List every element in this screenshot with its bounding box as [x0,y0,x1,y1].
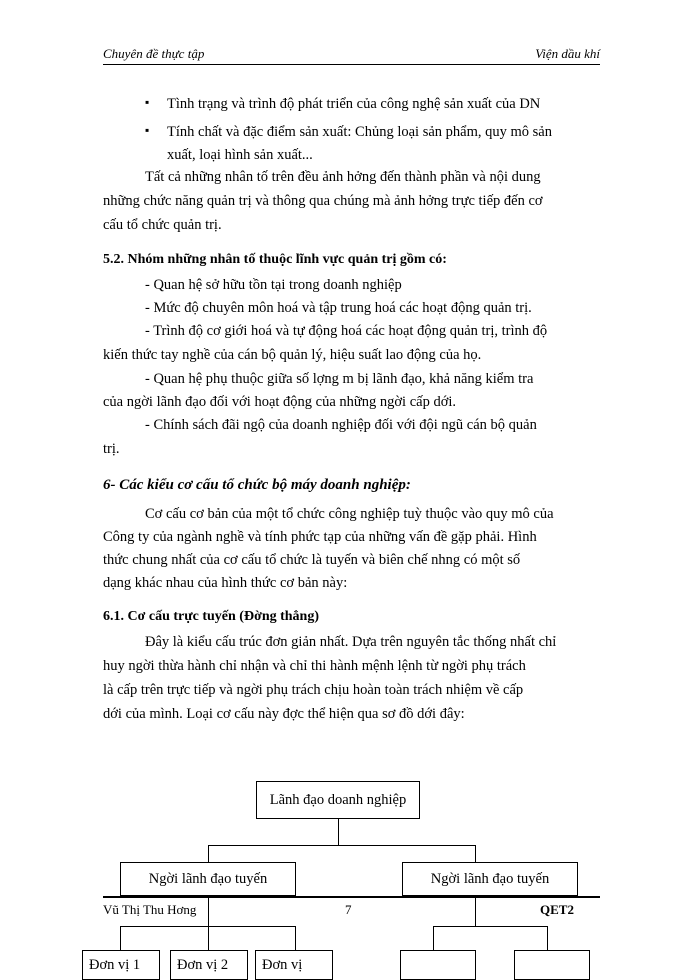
diagram-connector [338,819,339,845]
diagram-connector [433,926,548,927]
diagram-box-unit-2: Đơn vị 2 [170,950,248,980]
header-rule [103,64,600,65]
paragraph-line: Tất cả những nhân tố trên đều ảnh hởng đến thành phần và nội dung [145,169,541,185]
section-heading-5-2: 5.2. Nhóm những nhân tố thuộc lĩnh vực quản trị gồm có: [103,252,447,267]
paragraph-line: cấu tổ chức quản trị. [103,217,222,233]
diagram-connector [208,926,209,950]
diagram-connector [547,926,548,950]
diagram-connector [208,896,209,926]
diagram-box-unit-3: Đơn vị [255,950,333,980]
diagram-box-leader: Lãnh đạo doanh nghiệp [256,781,420,819]
paragraph-line: kiến thức tay nghề của cán bộ quản lý, hiệu suất lao động của họ. [103,347,482,363]
header-right: Viện dầu khí [535,46,600,61]
paragraph-line: - Chính sách đãi ngộ của doanh nghiệp đối với đội ngũ cán bộ quản [145,417,537,433]
footer-page-number: 7 [345,902,352,917]
diagram-connector [208,845,476,846]
diagram-box-unit-1: Đơn vị 1 [82,950,160,980]
diagram-connector [433,926,434,950]
diagram-connector [475,845,476,862]
paragraph-line: Công ty của ngành nghề và tính phức tạp của những vấn đề gặp phải. Hình [103,529,537,545]
bullet-item-continued: xuất, loại hình sản xuất... [167,147,313,163]
diagram-connector [475,896,476,926]
diagram-box-unit-4 [400,950,476,980]
footer-class: QET2 [540,902,574,917]
footer-author: Vũ Thị Thu Hơng [103,902,197,917]
section-heading-6: 6- Các kiểu cơ cấu tổ chức bộ máy doanh nghiệp: [103,477,411,493]
paragraph-line: của ngời lãnh đạo đối với hoạt động của những ngời cấp dới. [103,394,457,410]
diagram-box-line-manager-left: Ngời lãnh đạo tuyến [120,862,296,896]
diagram-box-unit-5 [514,950,590,980]
paragraph-line: dạng khác nhau của hình thức cơ bản này: [103,575,348,591]
diagram-box-line-manager-right: Ngời lãnh đạo tuyến [402,862,578,896]
paragraph-line: thức chung nhất của cơ cấu tổ chức là tuyến và biên chế nhng có một số [103,552,521,568]
paragraph-line: Đây là kiểu cấu trúc đơn giản nhất. Dựa trên nguyên tắc thống nhất chỉ [145,634,557,650]
paragraph-line: trị. [103,441,120,457]
diagram-connector [208,845,209,862]
section-heading-6-1: 6.1. Cơ cấu trực tuyến (Đờng thẳng) [103,609,320,624]
bullet-marker: ▪ [145,123,150,137]
page-header [103,44,600,64]
diagram-connector [295,926,296,950]
bullet-item: Tính chất và đặc điểm sản xuất: Chủng loại sản phẩm, quy mô sản [167,124,552,140]
bullet-item: Tình trạng và trình độ phát triển của công nghệ sản xuất của DN [167,96,541,112]
bullet-marker: ▪ [145,95,150,109]
paragraph-line: dới của mình. Loại cơ cấu này đợc thể hiện qua sơ đồ dới đây: [103,706,465,722]
paragraph-line: những chức năng quản trị và thông qua chúng mà ảnh hởng trực tiếp đến cơ [103,193,543,209]
diagram-connector [120,926,121,950]
paragraph-line: - Quan hệ sở hữu tồn tại trong doanh nghiệp [145,277,402,293]
paragraph-line: là cấp trên trực tiếp và ngời phụ trách chịu hoàn toàn trách nhiệm về cấp [103,682,524,698]
paragraph-line: - Quan hệ phụ thuộc giữa số lợng m bị lãnh đạo, khả năng kiểm tra [145,371,534,387]
header-left: Chuyên đề thực tập [103,46,205,61]
footer-rule [103,896,600,898]
paragraph-line: huy ngời thừa hành chỉ nhận và chỉ thi hành mệnh lệnh từ ngời phụ trách [103,658,526,674]
paragraph-line: Cơ cấu cơ bản của một tổ chức công nghiệp tuỳ thuộc vào quy mô của [145,506,554,522]
paragraph-line: - Trình độ cơ giới hoá và tự động hoá các hoạt động quản trị, trình độ [145,323,548,339]
paragraph-line: - Mức độ chuyên môn hoá và tập trung hoá các hoạt động quản trị. [145,300,532,316]
